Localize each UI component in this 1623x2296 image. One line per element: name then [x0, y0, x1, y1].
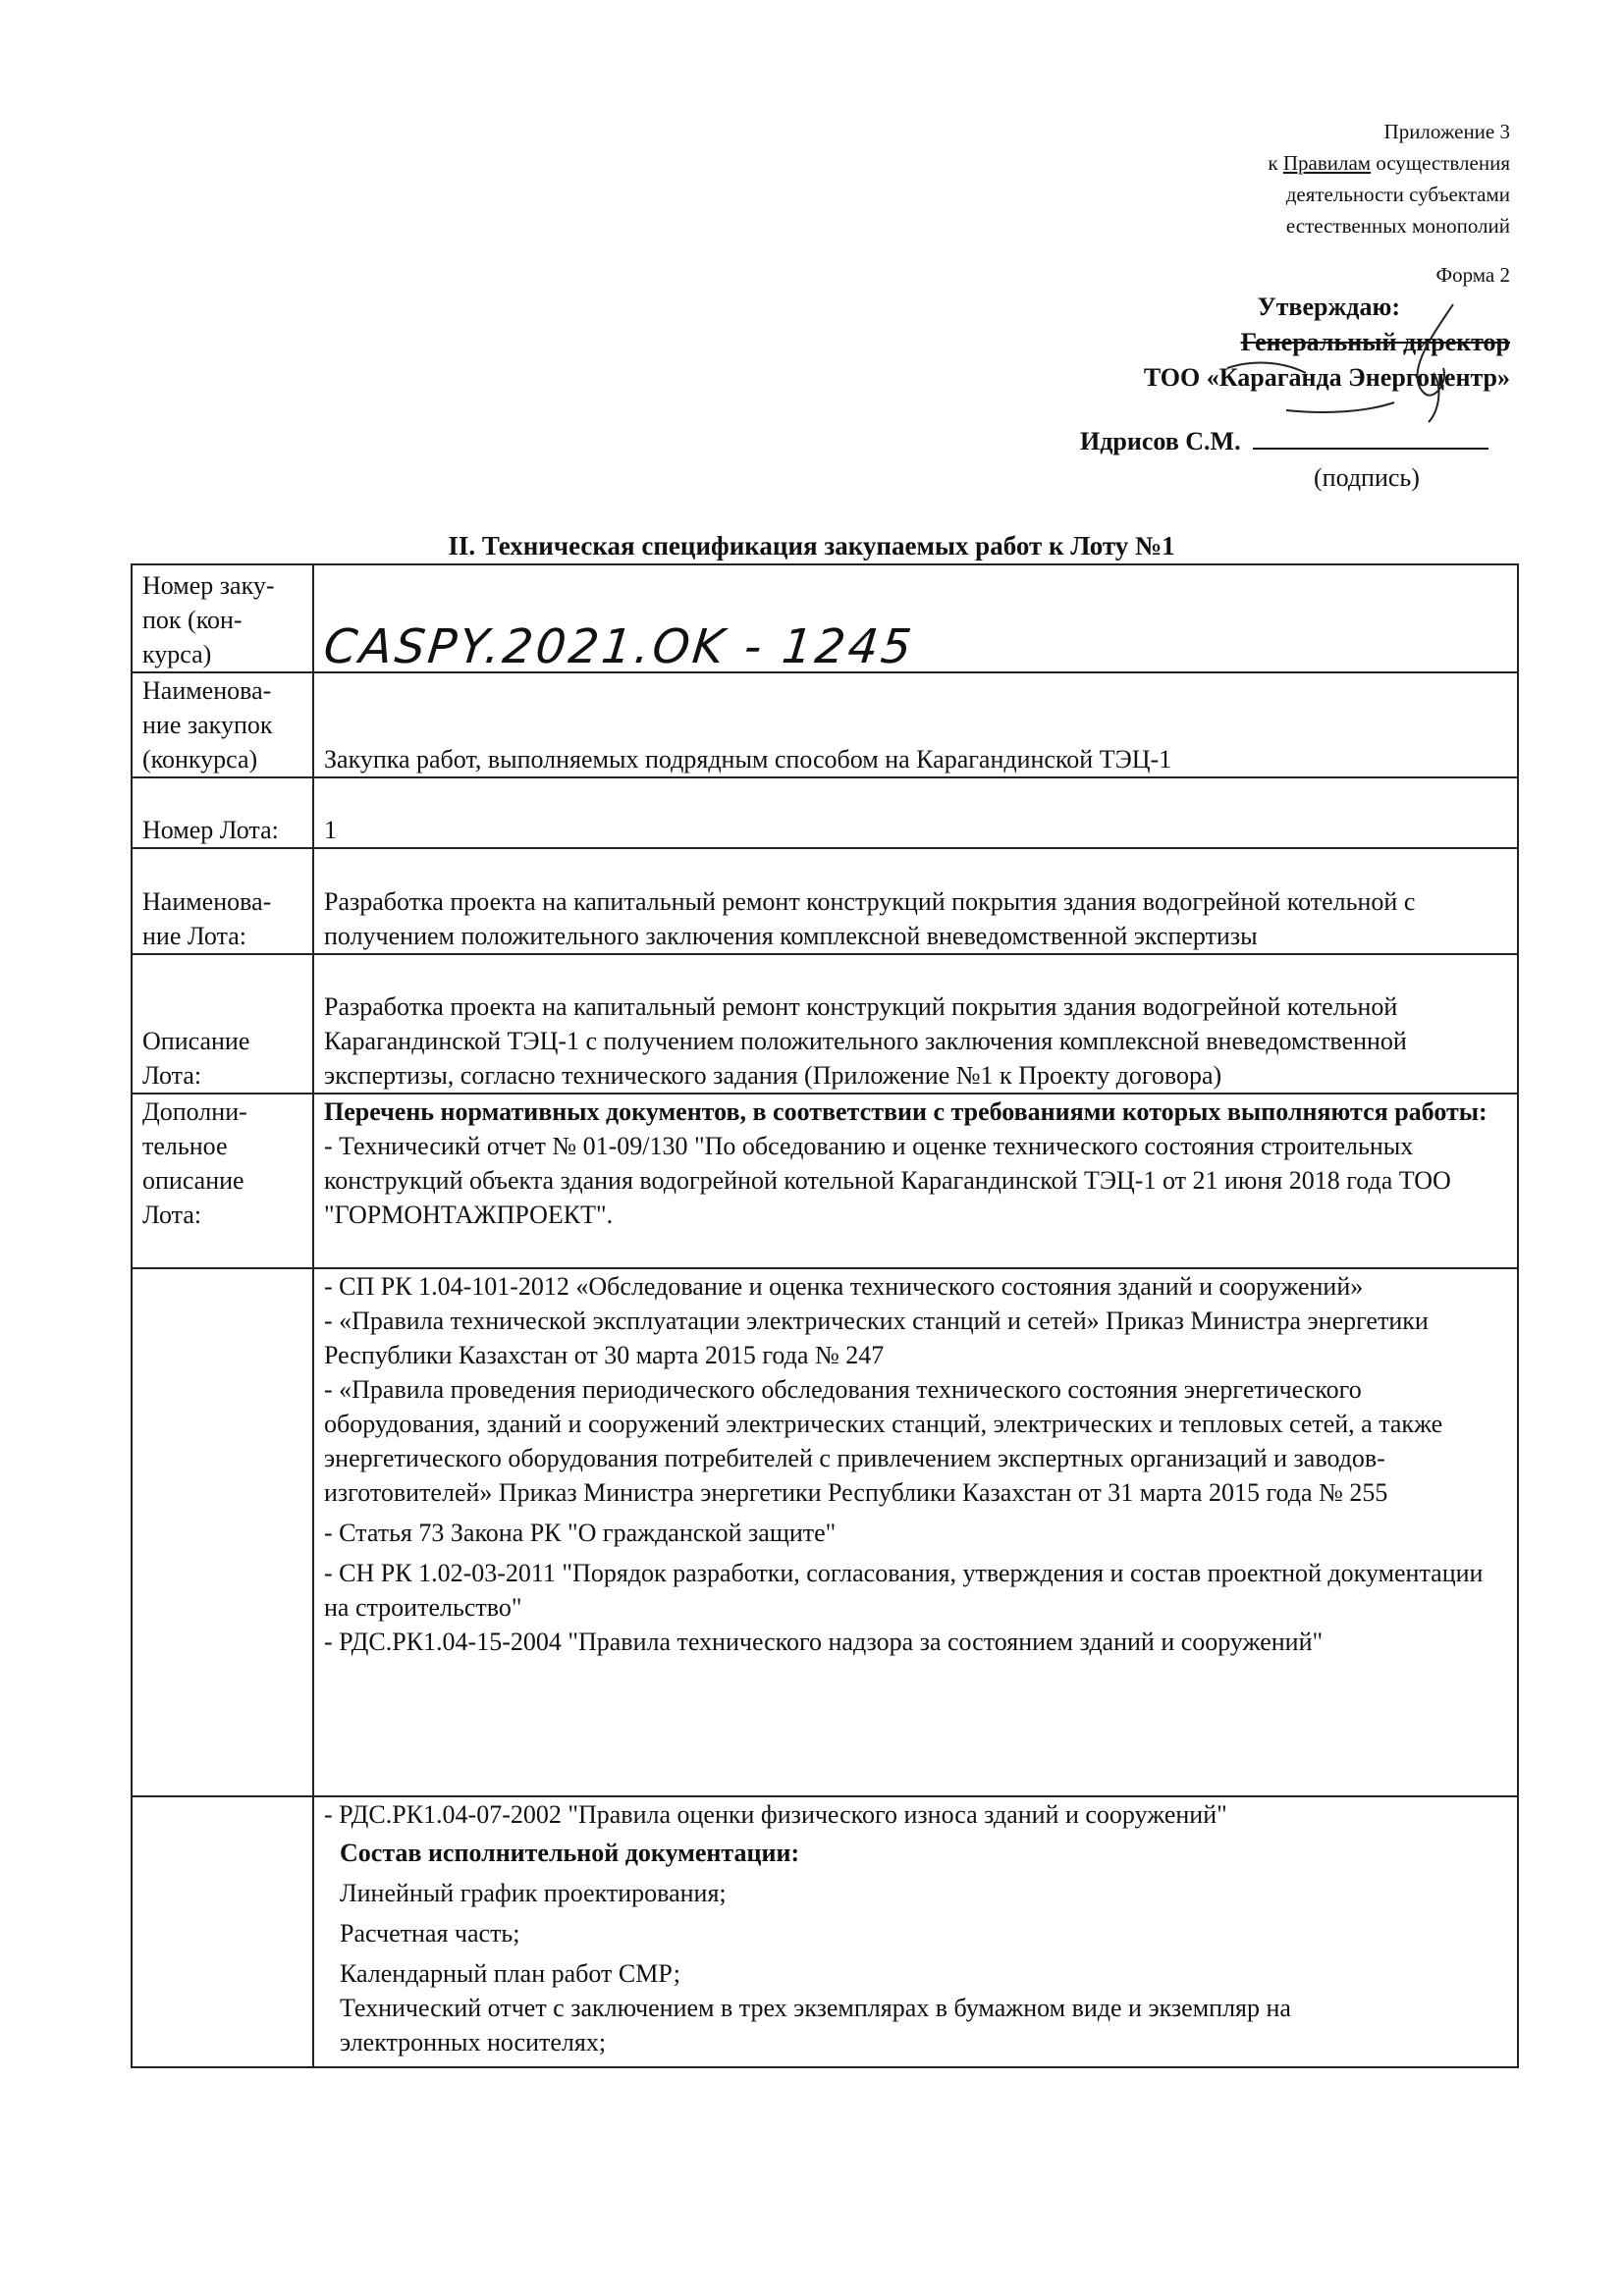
- signatory-name-line: [1080, 427, 1488, 456]
- rules-link: Правилам: [1282, 151, 1372, 175]
- normative-doc-item: - «Правила проведения периодического обследования технического состояния энергетического оборудования, зданий и сооружений электрических станций, электрических и тепловых сетей, а также энергетического оборудования потребителей с привлечением экспертных организаций и заводов-изготовителей» Приказ Министра энергетики Республики Казахстан от 31 марта 2015 года № 255: [324, 1375, 1443, 1507]
- appendix-line-4: естественных монополий: [1285, 214, 1510, 238]
- signature-caption: (подпись): [1314, 463, 1420, 492]
- executive-doc-item: Расчетная часть;: [340, 1919, 520, 1948]
- table-row: [132, 1094, 1518, 1268]
- value-procurement-number: [313, 564, 1518, 672]
- normative-doc-item: - РДС.РК1.04-15-2004 "Правила технического надзора за состоянием зданий и сооружений": [324, 1628, 1324, 1656]
- approval-position: Генеральный директор: [1240, 328, 1510, 356]
- value-additional-description: [313, 1094, 1518, 1268]
- appendix-line-2: [1268, 147, 1510, 179]
- handwritten-signature: [1109, 275, 1522, 432]
- executive-doc-item: Технический отчет с заключением в трех экземплярах в бумажном виде и экземпляр на электронных носителях;: [340, 1994, 1291, 2056]
- handwritten-procurement-number: CASPY.2021.OK - 1245: [321, 619, 917, 674]
- form-number: Форма 2: [1435, 263, 1510, 287]
- normative-docs-heading: Перечень нормативных документов, в соответствии с требованиями которых выполняются работы:: [324, 1097, 1488, 1126]
- executive-doc-item: Календарный план работ СМР;: [340, 1959, 681, 1988]
- signatory-name: Идрисов С.М.: [1080, 427, 1241, 455]
- signature-blank: [1253, 448, 1488, 450]
- value-lot-number: 1: [313, 777, 1518, 848]
- appendix-line-1: Приложение 3: [1383, 120, 1510, 143]
- table-row: [132, 672, 1518, 777]
- appendix-line-2-prefix: к: [1268, 151, 1283, 175]
- normative-docs-list: [313, 1268, 1518, 1796]
- table-row: [132, 1796, 1518, 2067]
- appendix-line-2-suffix: осуществления: [1371, 151, 1510, 175]
- approval-company: ТОО «Караганда Энергоцентр»: [1143, 363, 1510, 392]
- value-procurement-name: Закупка работ, выполняемых подрядным способом на Карагандинской ТЭЦ-1: [313, 672, 1518, 777]
- table-row: [132, 954, 1518, 1094]
- table-row: [132, 564, 1518, 672]
- specification-table: [131, 563, 1519, 2068]
- normative-doc-item: - СН РК 1.02-03-2011 "Порядок разработки, согласования, утверждения и состав проектной документации на строительство": [324, 1559, 1484, 1622]
- normative-doc-item: - Техничесикй отчет № 01-09/130 "По обседованию и оценке технического состояния строительных конструкций объекта здания водогрейной котельной Карагандинской ТЭЦ-1 от 21 июня 2018 года ТОО "ГОРМОНТАЖПРОЕКТ".: [324, 1132, 1451, 1229]
- label-lot-name: Наименова-ние Лота:: [132, 848, 313, 954]
- executive-docs-heading: Состав исполнительной документации:: [340, 1839, 800, 1867]
- label-empty: [132, 1268, 313, 1796]
- label-lot-description: Описание Лота:: [132, 954, 313, 1094]
- executive-doc-item: Линейный график проектирования;: [340, 1879, 727, 1907]
- appendix-line-3: деятельности субъектами: [1285, 183, 1510, 206]
- executive-docs-cell: [313, 1796, 1518, 2067]
- label-empty: [132, 1796, 313, 2067]
- label-procurement-number: Номер заку-пок (кон-курса): [132, 564, 313, 672]
- normative-doc-item: - «Правила технической эксплуатации электрических станций и сетей» Приказ Министра энергетики Республики Казахстан от 30 марта 2015 года № 247: [324, 1307, 1429, 1369]
- approval-heading: Утверждаю:: [1257, 293, 1400, 321]
- value-lot-description: Разработка проекта на капитальный ремонт конструкций покрытия здания водогрейной котельной Карагандинской ТЭЦ-1 с получением положительного заключения комплексной вневедомственной экспертизы, согласно технического задания (Приложение №1 к Проекту договора): [313, 954, 1518, 1094]
- normative-doc-item: - Статья 73 Закона РК "О гражданской защите": [324, 1519, 837, 1547]
- table-row: [132, 1268, 1518, 1796]
- label-lot-number: Номер Лота:: [132, 777, 313, 848]
- table-row: [132, 777, 1518, 848]
- normative-doc-item: - РДС.РК1.04-07-2002 "Правила оценки физического износа зданий и сооружений": [324, 1800, 1227, 1829]
- label-additional-description: Дополни-тельное описание Лота:: [132, 1094, 313, 1268]
- section-title: II. Техническая спецификация закупаемых работ к Лоту №1: [448, 531, 1175, 561]
- appendix-header: [1268, 116, 1510, 241]
- table-row: [132, 848, 1518, 954]
- label-procurement-name: Наименова-ние закупок (конкурса): [132, 672, 313, 777]
- value-lot-name: Разработка проекта на капитальный ремонт конструкций покрытия здания водогрейной котельной с получением положительного заключения комплексной вневедомственной экспертизы: [313, 848, 1518, 954]
- normative-doc-item: - СП РК 1.04-101-2012 «Обследование и оценка технического состояния зданий и сооружений»: [324, 1272, 1364, 1301]
